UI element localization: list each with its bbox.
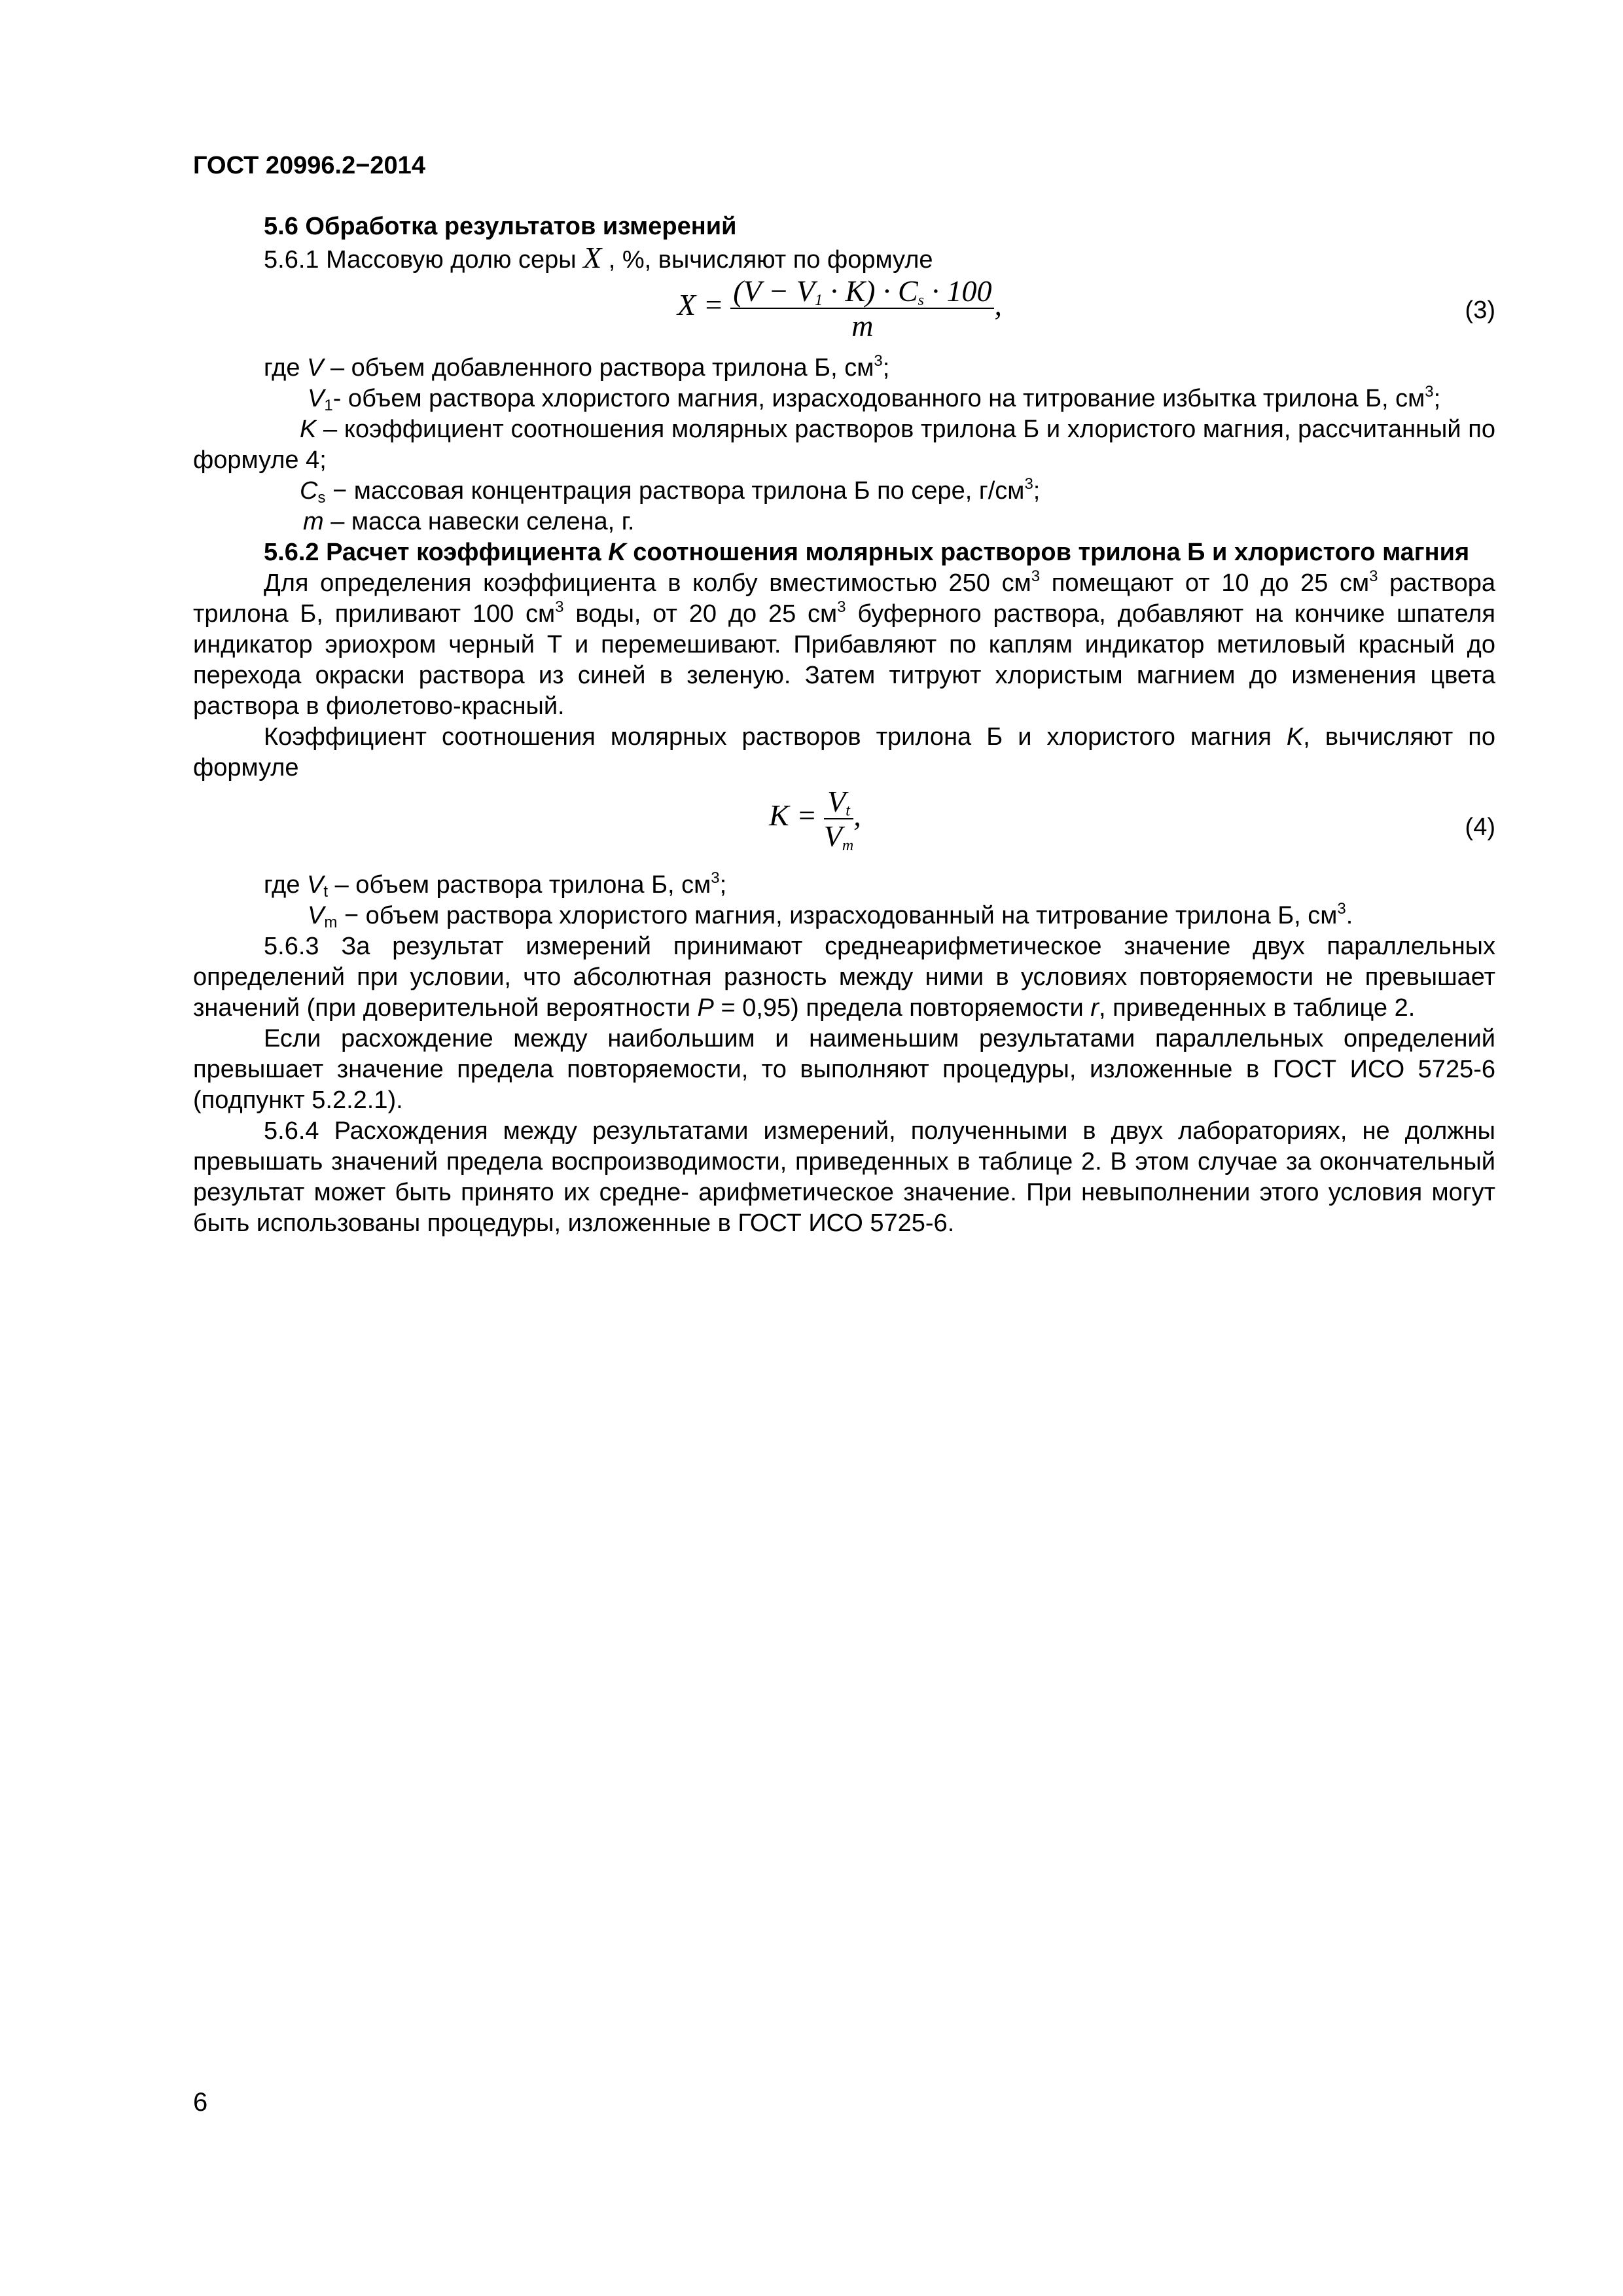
where-V: где V – объем добавленного раствора трилона Б, $см^3$; [264, 352, 890, 382]
where-m: m – масса навески селена, г. [303, 508, 635, 535]
formula-4-denominator: $V_m$ [823, 819, 854, 854]
formula-4: K = $\frac{V_t}{V_m}$ , (4) [769, 785, 1495, 854]
paragraph-5-6-3: 5.6.3 За результат измерений принимают среднеарифметическое значение двух параллельных определений при условии, что абсолютная разность между ними в условиях повторяемости не превышает значений (при доверительной вероятности P = 0,95) предела повторяемости r, приведенных в таблице 2. [193, 933, 1495, 1022]
formula-4-number: (4) [1465, 814, 1495, 841]
formula-3-lhs: X = [677, 288, 724, 322]
where-Cs: $C_s$ − массовая концентрация раствора трилона Б по сере, $г/см^3$; [300, 475, 1041, 507]
paragraph-5-6-2-coefficient: Коэффициент соотношения молярных растворов трилона Б и хлористого магния K, вычисляют по формуле [193, 723, 1496, 781]
where-Vm: $V_m$ − объем раствора хлористого магния, израсходованный на титрование трилона Б, $см^3$. [308, 900, 1353, 931]
section-5-6-2-title: 5.6.2 Расчет коэффициента K соотношения молярных растворов трилона Б и хлористого магния [264, 539, 1470, 566]
formula-4-lhs: K = [769, 798, 817, 833]
paragraph-5-6-4: 5.6.4 Расхождения между результатами измерений, полученными в двух лабораториях, не должны превышать значений предела воспроизводимости, приведенных в таблице 2. В этом случае за окончательный результат может быть принято их средне- арифметическое значение. При невыполнении этого условия могут быть использованы процедуры, изложенные в ГОСТ ИСО 5725-6. [193, 1117, 1495, 1237]
paragraph-5-6-3-discrepancy: Если расхождение между наибольшим и наименьшим результатами параллельных определений превышает значение предела повторяемости, то выполняют процедуры, изложенные в ГОСТ ИСО 5725-6 (подпункт 5.2.2.1). [193, 1025, 1495, 1114]
document-page [193, 151, 1495, 1239]
page-number: 6 [193, 2088, 208, 2117]
paragraph-5-6-1: 5.6.1 Массовую долю серы X , %, вычисляют по формуле [264, 241, 933, 274]
section-5-6-title: 5.6 Обработка результатов измерений [264, 213, 737, 240]
document-header: ГОСТ 20996.2−2014 [193, 152, 425, 179]
formula-4-numerator: $V_t$ [824, 786, 853, 819]
formula-4-fraction [824, 786, 853, 852]
formula-3: X = $\frac{(V - V_1 \cdot K) \cdot C_s \cdot 100}{m}$ , (3) [677, 274, 1495, 342]
where-Vt: где $V_t$ – объем раствора трилона Б, $см^3$; [264, 869, 727, 901]
where-K: K – коэффициент соотношения молярных растворов трилона Б и хлористого магния, рассчитанный по формуле 4; [193, 416, 1495, 474]
where-V1: $V_1-$ объем раствора хлористого магния, израсходованного на титрование избытка трилона Б, $см^3$; [308, 383, 1441, 414]
formula-3-numerator: $(V - V_1 \cdot K) \cdot C_s \cdot 100$ [730, 276, 994, 309]
formula-3-denominator: m [851, 309, 874, 342]
formula-3-number: (3) [1465, 296, 1495, 324]
formula-3-fraction [730, 276, 994, 341]
paragraph-5-6-2-procedure: Для определения коэффициента в колбу вместимостью 250 $см^3$ помещают от 10 до 25 $см^3$ раствора трилона Б, приливают 100 $см^3$ воды, от 20 до 25 $см^3$ буферного раствора, добавляют на кончике шпателя индикатор эриохром черный Т и перемешивают. Прибавляют по каплям индикатор метиловый красный до перехода окраски раствора из синей в зеленую. Затем титруют хлористым магнием до изменения цвета раствора в фиолетово-красный. [193, 567, 1495, 720]
